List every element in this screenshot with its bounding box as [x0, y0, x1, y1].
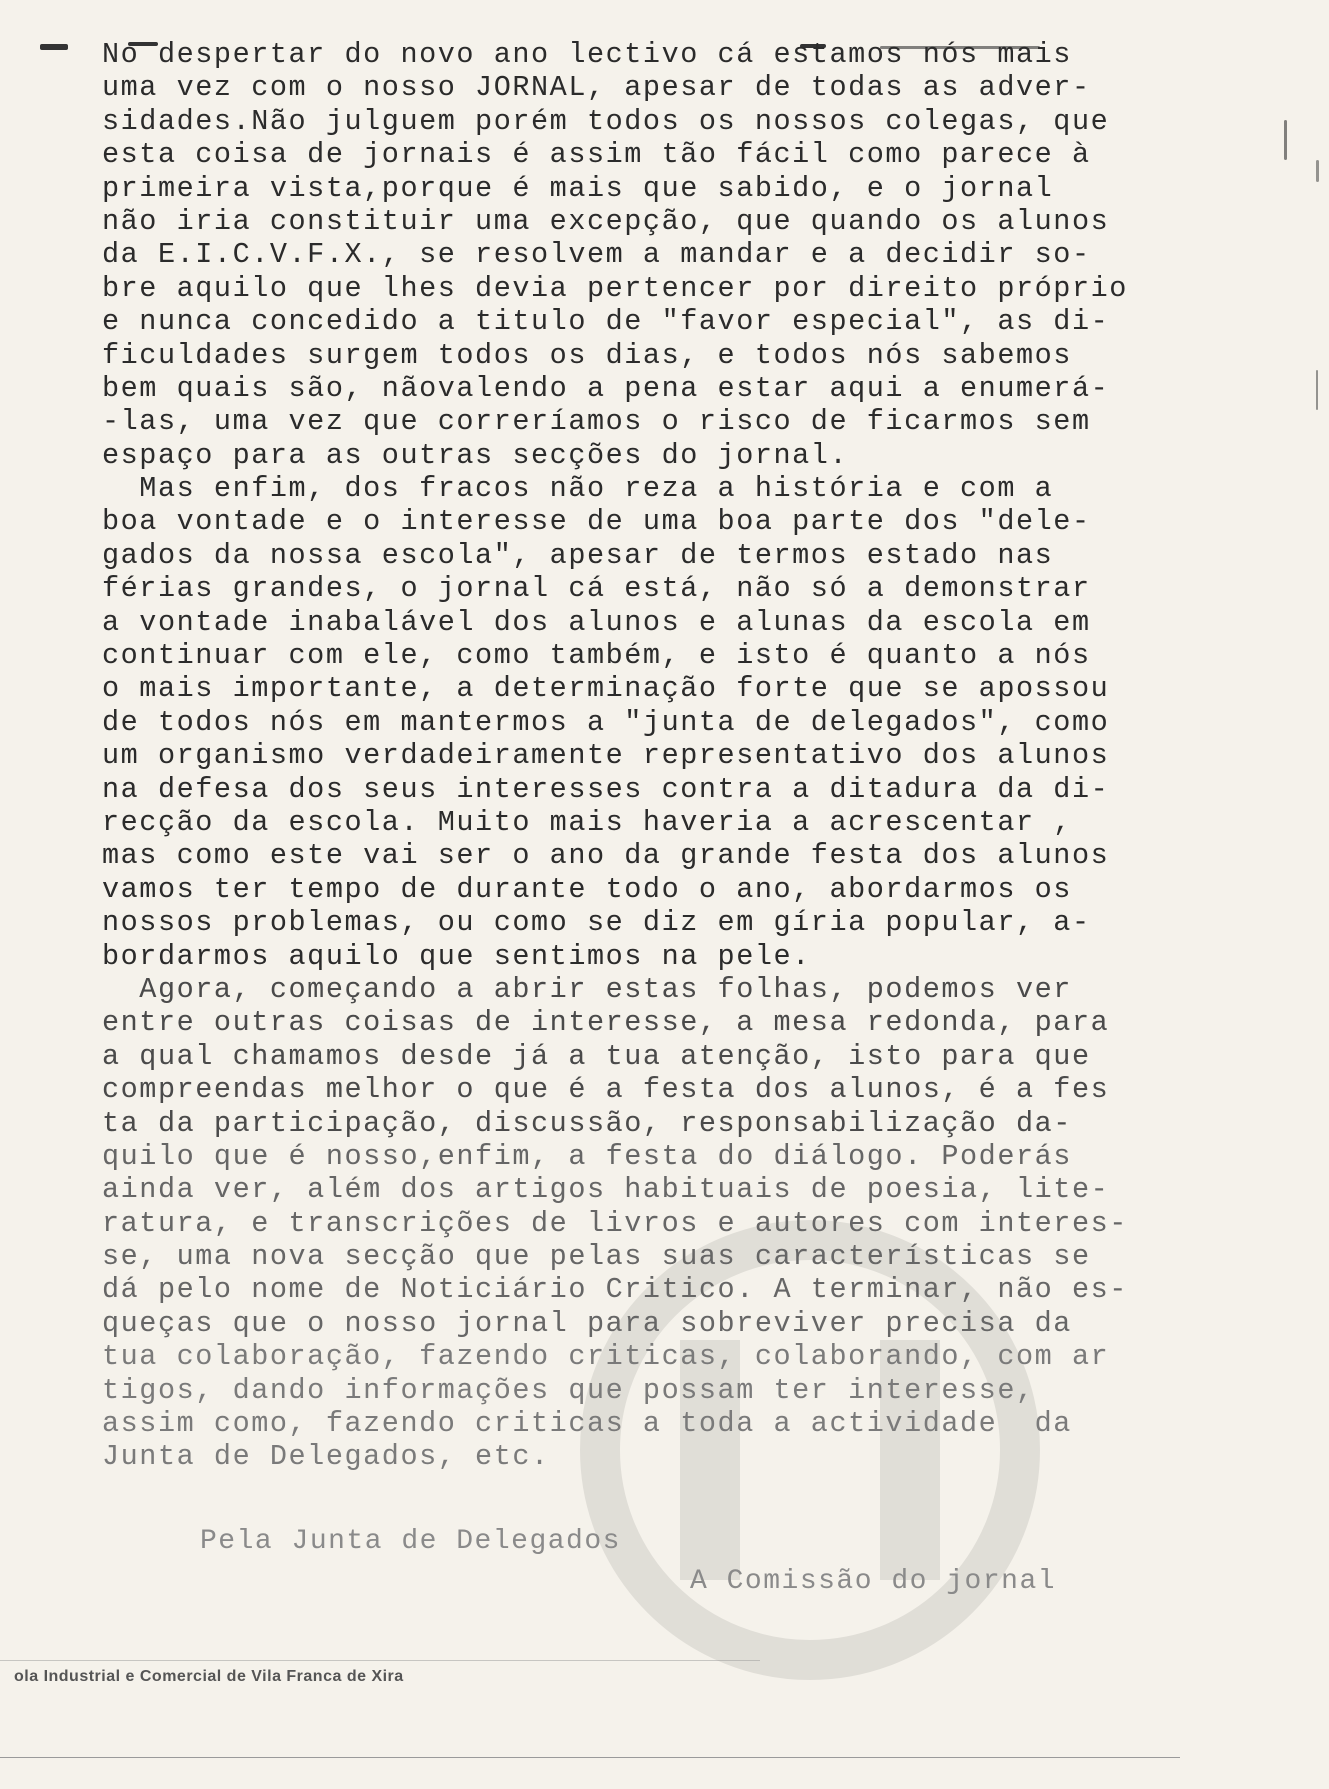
text-line: a qual chamamos desde já a tua atenção, isto para que — [102, 1039, 1091, 1073]
text-line: ficuldades surgem todos os dias, e todos nós sabemos — [102, 338, 1072, 372]
text-line: quilo que é nosso,enfim, a festa do diálogo. Poderás — [102, 1139, 1072, 1173]
text-line: bem quais são, nãovalendo a pena estar aqui a enumerá- — [102, 371, 1110, 405]
text-line: se, uma nova secção que pelas suas características se — [102, 1240, 1091, 1274]
text-line: mas como este vai ser o ano da grande festa dos alunos — [102, 839, 1110, 873]
text-line: o mais importante, a determinação forte que se apossou — [102, 672, 1110, 706]
text-line: esta coisa de jornais é assim tão fácil como parece à — [102, 138, 1091, 172]
text-line: recção da escola. Muito mais haveria a acrescentar , — [102, 805, 1072, 839]
text-line: Agora, começando a abrir estas folhas, podemos ver — [102, 972, 1072, 1006]
ink-mark — [1284, 120, 1287, 160]
signature-junta: Pela Junta de Delegados — [200, 1526, 621, 1557]
text-line: da E.I.C.V.F.X., se resolvem a mandar e a decidir so- — [102, 238, 1091, 272]
ink-mark — [1316, 370, 1318, 410]
text-line: ainda ver, além dos artigos habituais de poesia, lite- — [102, 1173, 1110, 1207]
text-line: ta da participação, discussão, responsabilização da- — [102, 1106, 1072, 1140]
footer-rule-bottom — [0, 1757, 1180, 1758]
text-line: espaço para as outras secções do jornal. — [102, 438, 849, 472]
text-line: tigos, dando informações que possam ter interesse, — [102, 1373, 1035, 1407]
text-line: ratura, e transcrições de livros e autores com interes- — [102, 1206, 1128, 1240]
text-line: na defesa dos seus interesses contra a ditadura da di- — [102, 772, 1110, 806]
text-line: um organismo verdadeiramente representativo dos alunos — [102, 739, 1110, 773]
ink-mark — [40, 44, 68, 50]
signature-comissao: A Comissão do jornal — [690, 1566, 1057, 1597]
text-line: primeira vista,porque é mais que sabido, e o jornal — [102, 171, 1054, 205]
text-line: de todos nós em mantermos a "junta de delegados", como — [102, 705, 1110, 739]
text-line: -las, uma vez que correríamos o risco de ficarmos sem — [102, 405, 1091, 439]
text-line: nossos problemas, ou como se diz em gíria popular, a- — [102, 906, 1091, 940]
text-line: bre aquilo que lhes devia pertencer por direito próprio — [102, 271, 1128, 305]
text-line: dá pelo nome de Noticiário Critico. A terminar, não es- — [102, 1273, 1128, 1307]
text-line: bordarmos aquilo que sentimos na pele. — [102, 939, 811, 973]
text-line: férias grandes, o jornal cá está, não só a demonstrar — [102, 572, 1091, 606]
text-line: sidades.Não julguem porém todos os nossos colegas, que — [102, 104, 1110, 138]
text-line: queças que o nosso jornal para sobreviver precisa da — [102, 1306, 1072, 1340]
text-line: e nunca concedido a titulo de "favor especial", as di- — [102, 305, 1110, 339]
letter-body — [102, 38, 1252, 1474]
text-line: gados da nossa escola", apesar de termos estado nas — [102, 538, 1054, 572]
text-line: boa vontade e o interesse de uma boa parte dos "dele- — [102, 505, 1091, 539]
text-line: assim como, fazendo criticas a toda a actividade da — [102, 1407, 1072, 1441]
ink-mark — [1316, 160, 1319, 182]
text-line: vamos ter tempo de durante todo o ano, abordarmos os — [102, 872, 1072, 906]
footer-school-name: ola Industrial e Comercial de Vila Franca de Xira — [14, 1668, 404, 1685]
footer-rule-top — [0, 1660, 760, 1661]
text-line: tua colaboração, fazendo criticas, colaborando, com ar — [102, 1340, 1110, 1374]
text-line: Mas enfim, dos fracos não reza a história e com a — [102, 472, 1054, 506]
text-line: não iria constituir uma excepção, que quando os alunos — [102, 204, 1110, 238]
text-line: entre outras coisas de interesse, a mesa redonda, para — [102, 1006, 1110, 1040]
text-line: Junta de Delegados, etc. — [102, 1440, 550, 1474]
text-line: a vontade inabalável dos alunos e alunas da escola em — [102, 605, 1091, 639]
text-line: compreendas melhor o que é a festa dos alunos, é a fes — [102, 1073, 1110, 1107]
text-line: uma vez com o nosso JORNAL, apesar de todas as adver- — [102, 71, 1091, 105]
text-line: continuar com ele, como também, e isto é quanto a nós — [102, 639, 1091, 673]
text-line: No despertar do novo ano lectivo cá estamos nós mais — [102, 38, 1072, 71]
